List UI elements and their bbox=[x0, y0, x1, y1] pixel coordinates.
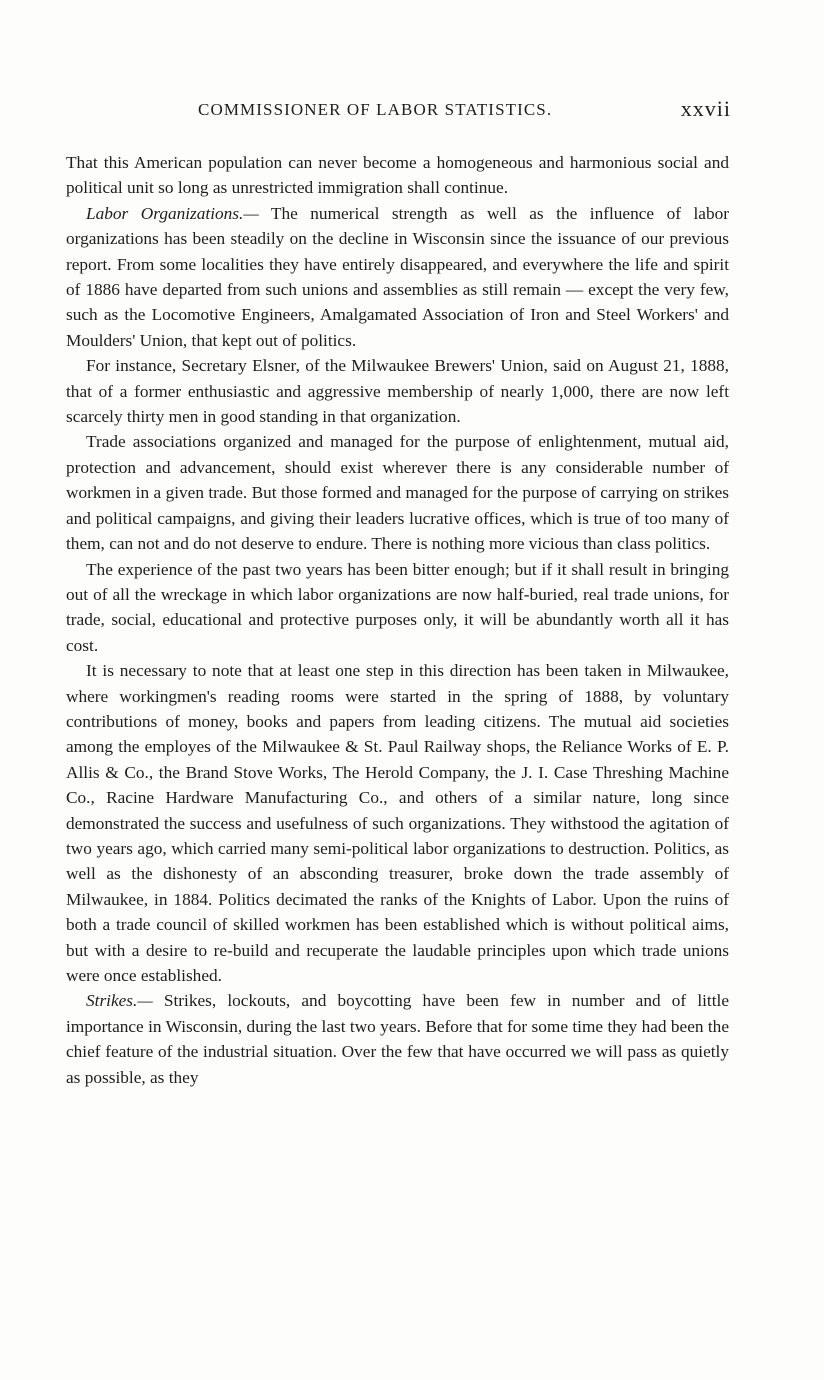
page-number: xxvii bbox=[680, 96, 731, 121]
paragraph-text: The numerical strength as well as the influence of labor organizations has been steadily on the decline in Wisconsin since the issuance of our previous report. From some localities they have entirely disappeared, and everywhere the life and spirit of 1886 have departed from such unions and assemblies as still remain — except the very few, such as the Locomotive Engineers, Amalgamated Association of Iron and Steel Workers' and Moulders' Union, that kept out of politics. bbox=[66, 203, 729, 350]
paragraph-text: Strikes, lockouts, and boycotting have been few in number and of little importance in Wisconsin, during the last two years. Before that for some time they had been the chief feature of the industrial situation. Over the few that have occurred we will pass as quietly as possible, as they bbox=[66, 991, 729, 1087]
body-text bbox=[66, 150, 729, 1090]
paragraph bbox=[66, 150, 729, 201]
page-header bbox=[198, 96, 731, 128]
paragraph-text: Trade associations organized and managed for the purpose of enlightenment, mutual aid, protection and advancement, should exist wherever there is any considerable number of workmen in a given trade. But those formed and managed for the purpose of carrying on strikes and political campaigns, and giving their leaders lucrative offices, which is true of too many of them, can not and do not deserve to endure. There is nothing more vicious than class politics. bbox=[66, 432, 729, 554]
paragraph-text: The experience of the past two years has been bitter enough; but if it shall result in bringing out of all the wreckage in which labor organizations are now half-buried, real trade unions, for trade, social, educational and protective purposes only, it will be abundantly worth all it has cost. bbox=[66, 559, 729, 655]
paragraph-text: For instance, Secretary Elsner, of the Milwaukee Brewers' Union, said on August 21, 1888, that of a former enthusiastic and aggressive membership of nearly 1,000, there are now left scarcely thirty men in good standing in that organization. bbox=[66, 356, 729, 427]
running-title: COMMISSIONER OF LABOR STATISTICS. bbox=[198, 100, 553, 119]
paragraph bbox=[66, 201, 729, 353]
paragraph bbox=[66, 353, 729, 429]
paragraph-lead: Strikes.— bbox=[86, 991, 153, 1011]
paragraph-lead: Labor Organizations.— bbox=[86, 203, 259, 223]
paragraph-text: It is necessary to note that at least one step in this direction has been taken in Milwaukee, where workingmen's reading rooms were started in the spring of 1888, by voluntary contributions of money, books and papers from leading citizens. The mutual aid societies among the employes of the Milwaukee & St. Paul Railway shops, the Reliance Works of E. P. Allis & Co., the Brand Stove Works, The Herold Company, the J. I. Case Threshing Machine Co., Racine Hardware Manufacturing Co., and others of a similar nature, long since demonstrated the success and usefulness of such organizations. They withstood the agitation of two years ago, which carried many semi-political labor organizations to destruction. Politics, as well as the dishonesty of an absconding treasurer, broke down the trade assembly of Milwaukee, in 1884. Politics decimated the ranks of the Knights of Labor. Upon the ruins of both a trade council of skilled workmen has been established which is without political aims, but with a desire to re-build and recuperate the laudable principles upon which trade unions were once established. bbox=[66, 661, 729, 985]
paragraph bbox=[66, 988, 729, 1090]
paragraph-text: That this American population can never become a homogeneous and harmonious social and political unit so long as unrestricted immigration shall continue. bbox=[66, 153, 729, 198]
paragraph bbox=[66, 658, 729, 988]
paragraph bbox=[66, 429, 729, 556]
paragraph bbox=[66, 557, 729, 659]
